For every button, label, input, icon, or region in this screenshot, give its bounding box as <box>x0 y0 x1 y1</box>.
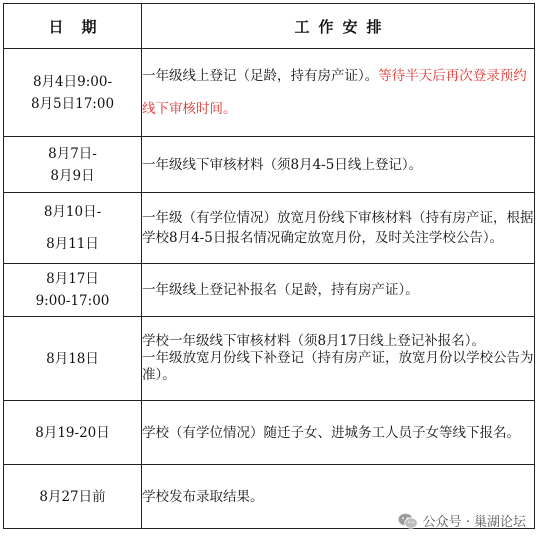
row-plan <box>142 137 535 193</box>
date-line: 8月27日前 <box>39 488 106 505</box>
row-date <box>4 465 142 529</box>
row-date <box>4 264 142 317</box>
row-date <box>4 193 142 264</box>
date-line: 8月7日- <box>48 145 97 162</box>
watermark <box>398 511 526 530</box>
table-row <box>4 49 535 137</box>
date-line: 8月18日 <box>46 350 99 367</box>
plan-text: 学校（有学位情况）随迁子女、进城务工人员子女等线下报名。 <box>142 424 520 441</box>
header-date: 日期 <box>4 4 142 49</box>
row-plan <box>142 49 535 137</box>
watermark-text: 公众号 · 巢湖论坛 <box>422 515 526 530</box>
row-plan <box>142 401 535 465</box>
plan-text-highlight: 等待半天后再次登录预约线下审核时间。 <box>142 67 527 117</box>
header-plan: 工作安排 <box>142 4 535 49</box>
table-row <box>4 401 535 465</box>
table-row <box>4 193 535 264</box>
date-line: 8月5日17:00 <box>30 95 115 112</box>
plan-text: 学校一年级线下审核材料（须8月17日线上登记补报名）。 <box>142 333 486 349</box>
date-line: 8月9日 <box>50 167 95 184</box>
date-line: 8月19-20日 <box>35 424 110 441</box>
date-line: 8月11日 <box>46 236 99 252</box>
plan-text: 一年级放宽月份线下补登记（持有房产证，放宽月份以学校公告为准）。 <box>142 350 534 383</box>
date-line: 8月10日- <box>43 204 102 220</box>
row-date <box>4 401 142 465</box>
table-header-row <box>4 4 535 49</box>
plan-text: 一年级（有学位情况）放宽月份线下审核材料（持有房产证，根据学校8月4-5日报名情况确定放宽月份，及时关注学校公告）。 <box>142 210 534 246</box>
wechat-icon <box>398 513 418 529</box>
row-date <box>4 137 142 193</box>
date-line: 8月4日9:00- <box>32 73 113 90</box>
row-plan <box>142 193 535 264</box>
plan-text: 学校发布录取结果。 <box>142 488 264 505</box>
plan-text: 一年级线上登记（足龄，持有房产证）。 <box>142 67 379 84</box>
table-row <box>4 137 535 193</box>
plan-text: 一年级线上登记补报名（足龄，持有房产证）。 <box>142 282 419 298</box>
date-line: 9:00-17:00 <box>35 293 110 309</box>
schedule-table <box>3 3 535 529</box>
row-plan <box>142 264 535 317</box>
plan-text: 一年级线下审核材料（须8月4-5日线上登记）。 <box>142 156 423 173</box>
table-row <box>4 264 535 317</box>
row-date <box>4 317 142 401</box>
date-line: 8月17日 <box>46 271 99 287</box>
row-date <box>4 49 142 137</box>
table-row <box>4 317 535 401</box>
row-plan <box>142 317 535 401</box>
